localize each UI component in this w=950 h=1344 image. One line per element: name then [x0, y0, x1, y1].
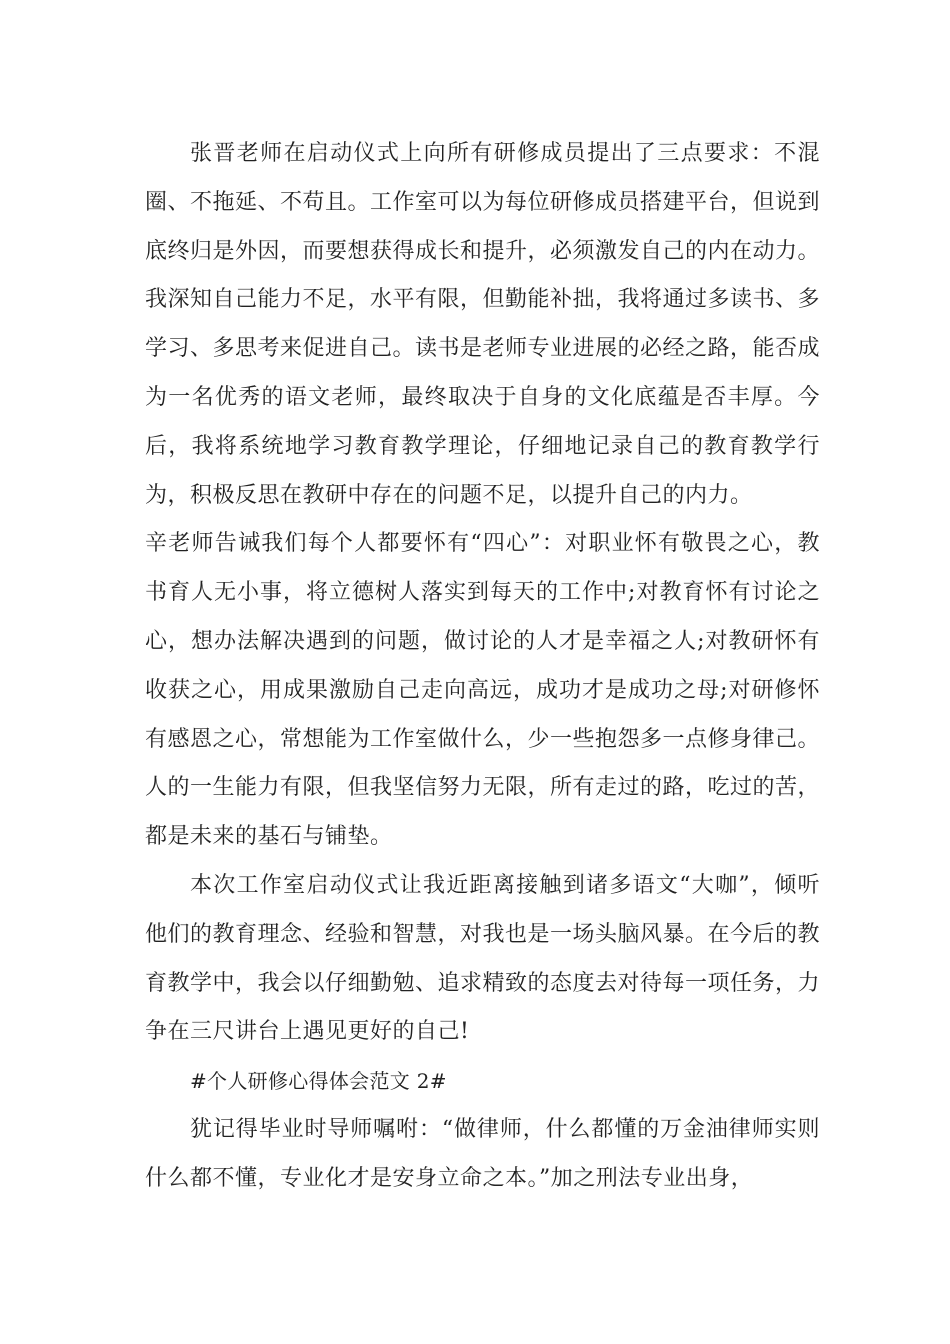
- section-heading: #个人研修心得体会范文 2#: [190, 1069, 447, 1094]
- paragraph-1: 张晋老师在启动仪式上向所有研修成员提出了三点要求：不混圈、不拖延、不苟且。工作室可以为每位研修成员搭建平台，但说到底终归是外因，而要想获得成长和提升，必须激发自己的内在动力。我深知自己能力不足，水平有限，但勤能补拙，我将通过多读书、多学习、多思考来促进自己。读书是老师专业进展的必经之路，能否成为一名优秀的语文老师，最终取决于自身的文化底蕴是否丰厚。今后，我将系统地学习教育教学理论，仔细地记录自己的教育教学行为，积极反思在教研中存在的问题不足，以提升自己的内力。: [145, 141, 821, 508]
- paragraph-2: 辛老师告诫我们每个人都要怀有“四心”：对职业怀有敬畏之心，教书育人无小事，将立德树人落实到每天的工作中;对教育怀有讨论之心，想办法解决遇到的问题，做讨论的人才是幸福之人;对教研怀有收获之心，用成果激励自己走向高远，成功才是成功之母;对研修怀有感恩之心，常想能为工作室做什么，少一些抱怨多一点修身律己。人的一生能力有限，但我坚信努力无限，所有走过的路，吃过的苦，都是未来的基石与铺垫。: [145, 531, 821, 850]
- paragraph-4: 犹记得毕业时导师嘱咐：“做律师，什么都懂的万金油律师实则什么都不懂，专业化才是安身立命之本。”加之刑法专业出身，: [145, 1116, 820, 1191]
- paragraph-3: 本次工作室启动仪式让我近距离接触到诸多语文“大咖”，倾听他们的教育理念、经验和智慧，对我也是一场头脑风暴。在今后的教育教学中，我会以仔细勤勉、追求精致的态度去对待每一项任务，力争在三尺讲台上遇见更好的自己!: [145, 872, 821, 1045]
